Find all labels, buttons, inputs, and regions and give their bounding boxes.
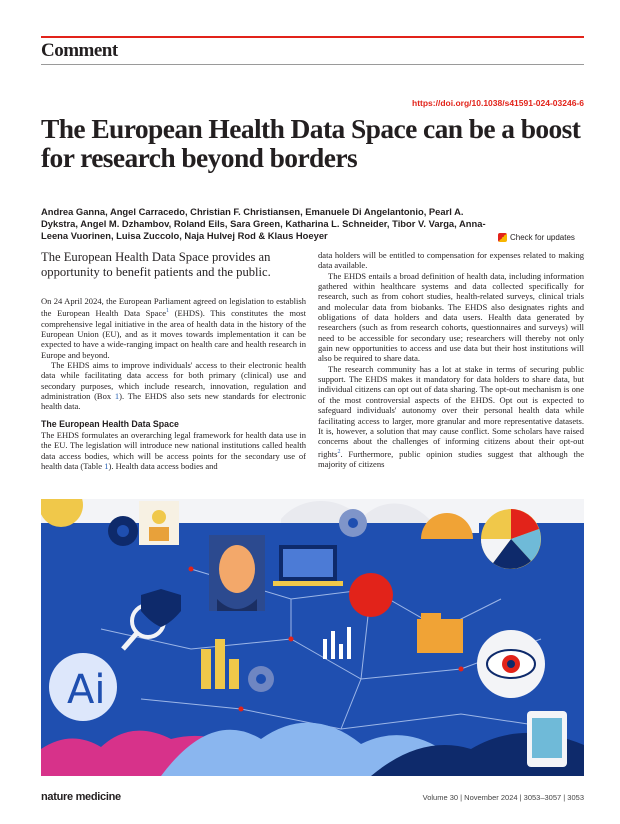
- paragraph: The research community has a lot at stake in terms of securing public support. The EHDS makes it mandatory for data holders to share data, but individual citizens can opt out of data sharing. The opt-out mechanism is one of the most controversial aspects of the EHDS. Opt out is expected to safeguard individuals' autonomy over their personal health data while facilitating access to larger, more granular and more representative datasets. It is, however, a solution that may cause conflict. Some scholars have raised concerns about the challenges of informing citizens about their opt-out rights$^2$. Furthermore, public opinion studies suggest that although the majority of citizens: [318, 363, 584, 469]
- reference-link[interactable]: 1: [166, 308, 170, 315]
- box-link[interactable]: 1: [114, 390, 120, 401]
- paragraph: The EHDS aims to improve individuals' access to their electronic health data while facilitating data access for both primary (clinical) use and secondary purposes, which include research, innovation, regulation and administration (Box 1). The EHDS also sets new standards for electronic health data.: [41, 359, 307, 412]
- section-heading: The European Health Data Space: [41, 418, 179, 429]
- article-title: The European Health Data Space can be a boost for research beyond borders: [41, 113, 581, 173]
- ai-label: Ai: [67, 667, 106, 713]
- standfirst: The European Health Data Space provides an opportunity to benefit patients and the public.: [41, 250, 271, 279]
- paragraph: data holders will be entitled to compensation for expenses related to making data available.: [318, 250, 584, 271]
- column-left: [41, 296, 306, 471]
- crossmark-icon: [498, 233, 507, 242]
- paragraph: On 24 April 2024, the European Parliament agreed on legislation to establish the European Health Data Space$^1$ (EHDS). This constitutes the most comprehensive legal initiative in the area of health data in the history of the European Union (EU), and as it moves towards implementation it can be expected to have a wide-ranging impact on health care and health research in Europe and beyond.: [41, 296, 307, 360]
- column-right: [318, 250, 584, 469]
- table-link[interactable]: 1: [104, 461, 109, 471]
- illustration-artwork: [41, 499, 584, 776]
- illustration: [41, 499, 584, 776]
- paragraph: The EHDS entails a broad definition of health data, including information gathered within healthcare systems and data collected specifically for research, such as from cohort studies, health-related surveys, clinical trials and molecular data from biobanks. The EHDS also designates rights and obligations of data holders and data users. Health data generated by researchers (such as from research cohorts, questionnaires and surveys) will need to be accessible for secondary use; researchers will thereby not only gain new opportunities to access and use data but their host institutions will also be required to share data.: [318, 270, 584, 364]
- section-label: Comment: [41, 40, 118, 61]
- paragraph: The EHDS formulates an overarching legal framework for health data use in the EU. The legislation will introduce new national institutions called health data access bodies, which will be access points for the secondary use of health data (Table 1). Health data access bodies and: [41, 429, 306, 471]
- author-list: Andrea Ganna, Angel Carracedo, Christian F. Christiansen, Emanuele Di Angelantonio, Pearl A. Dykstra, Angel M. Dzhambov, Roland Eils, Sara Green, Katharina L. Schneider, Tibor V. Varga, Anna-Leena Vuorinen, Luisa Zuccolo, Naja Hulvej Rod & Klaus Hoeyer: [41, 206, 486, 241]
- header-divider: [41, 64, 584, 65]
- check-updates-button[interactable]: [498, 233, 575, 242]
- doi-link[interactable]: https://doi.org/10.1038/s41591-024-03246-6: [412, 98, 584, 108]
- issue-info: Volume 30 | November 2024 | 3053–3057 | 3053: [422, 793, 584, 802]
- reference-link[interactable]: 2: [337, 448, 341, 455]
- journal-logo: nature medicine: [41, 791, 121, 803]
- header-rule: [41, 36, 584, 38]
- check-updates-label: Check for updates: [510, 233, 575, 242]
